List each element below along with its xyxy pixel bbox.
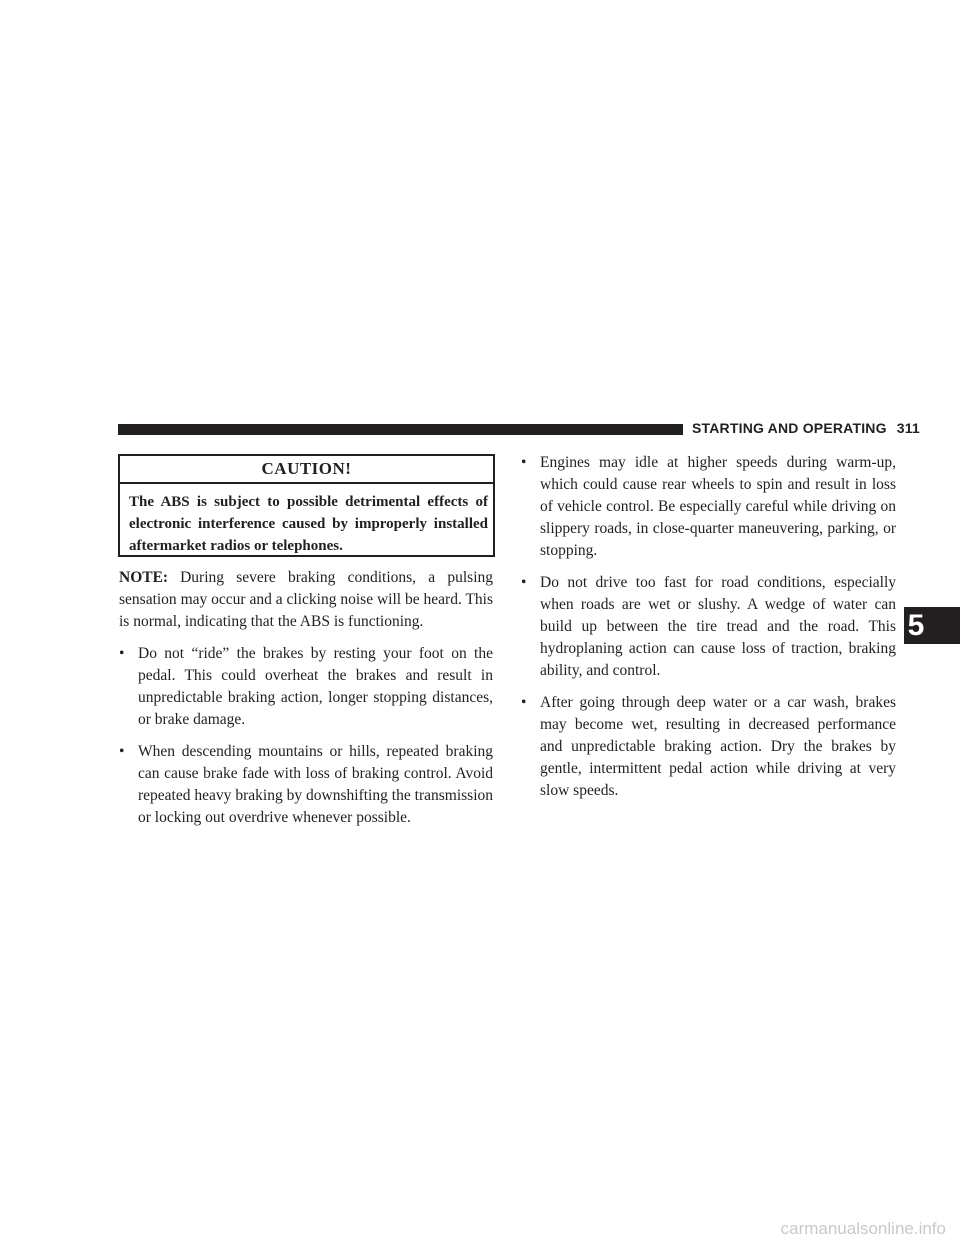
- caution-box: [118, 454, 495, 557]
- note-text: During severe braking conditions, a pulsing sensation may occur and a clicking noise will be heard. This is normal, indicating that the ABS is functioning.: [119, 569, 493, 630]
- list-item: [521, 452, 896, 562]
- list-item: [521, 692, 896, 802]
- list-item-text: After going through deep water or a car wash, brakes may become wet, resulting in decreased performance and unpredictable braking action. Dry the brakes by gentle, intermittent pedal action while driving at very slow speeds.: [540, 694, 896, 799]
- list-item-text: Engines may idle at higher speeds during warm-up, which could cause rear wheels to spin and result in loss of vehicle control. Be especially careful while driving on slippery roads, in close-quarter maneuvering, parking, or stopping.: [540, 454, 896, 559]
- list-item-text: Do not drive too fast for road conditions, especially when roads are wet or slushy. A wedge of water can build up between the tire tread and the road. This hydroplaning action can cause loss of traction, braking ability, and control.: [540, 574, 896, 679]
- bullet-icon: •: [119, 645, 125, 662]
- list-item: [521, 572, 896, 682]
- chapter-number: 5: [907, 609, 925, 642]
- list-item: [119, 643, 493, 731]
- bullet-icon: •: [521, 454, 527, 471]
- list-item-text: When descending mountains or hills, repeated braking can cause brake fade with loss of braking control. Avoid repeated heavy braking by downshifting the transmission or locking out overdrive whenever possible.: [138, 743, 493, 826]
- caution-title: CAUTION!: [120, 456, 493, 484]
- running-header: [692, 420, 920, 436]
- right-column: [521, 452, 896, 812]
- note-paragraph: [119, 567, 493, 633]
- chapter-tab: [904, 607, 960, 644]
- watermark: carmanualsonline.info: [780, 1219, 946, 1238]
- bullet-icon: •: [521, 574, 527, 591]
- note-label: NOTE:: [119, 569, 169, 586]
- list-item: [119, 741, 493, 829]
- caution-text: The ABS is subject to possible detrimental effects of electronic interference caused by improperly installed aftermarket radios or telephones.: [129, 494, 488, 554]
- header-rule: [118, 424, 683, 435]
- bullet-icon: •: [119, 743, 125, 760]
- left-column: [119, 567, 493, 839]
- list-item-text: Do not “ride” the brakes by resting your foot on the pedal. This could overheat the brakes and result in unpredictable braking action, longer stopping distances, or brake damage.: [138, 645, 493, 728]
- section-title: STARTING AND OPERATING: [692, 420, 887, 436]
- bullet-icon: •: [521, 694, 527, 711]
- page-number: 311: [896, 420, 920, 436]
